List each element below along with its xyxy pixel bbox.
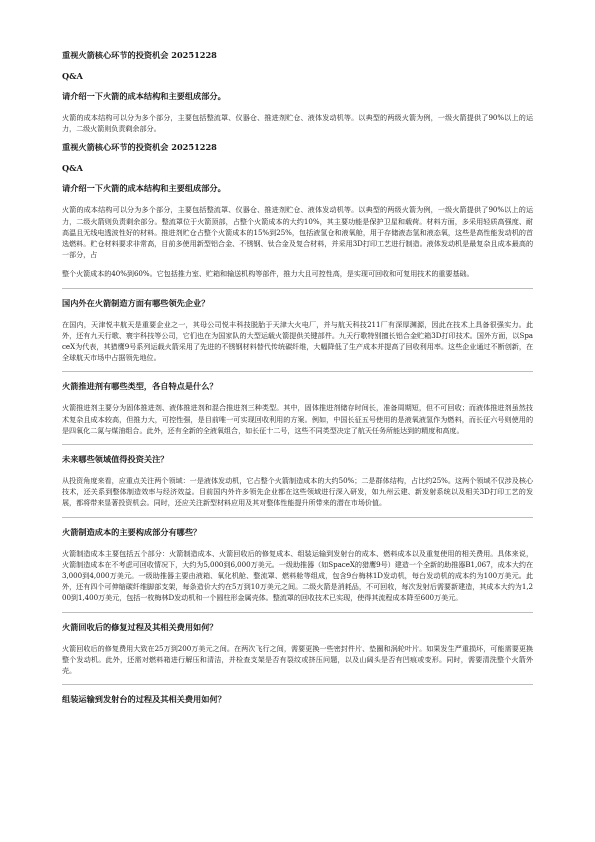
section-divider: [62, 288, 533, 289]
qa-label: Q&A: [62, 163, 83, 174]
section-heading: 请介绍一下火箭的成本结构和主要组成部分。: [62, 91, 226, 101]
paragraph: 火箭制造成本主要包括五个部分：火箭制造成本、火箭回收后的修复成本、组装运输到发射台的成本、燃料成本以及重复使用的相关费用。具体来说，火箭制造成本在不考虑可回收情况下，大约为5,000到6,000万美元。一级助推器（如SpaceX的猎鹰9号）建造一个全新的助推器B1,067，成本大约在3,000到4,000万美元。一级助推器主要由液箱、氧化机舱、整流罩、燃料舱等组成，包含9台梅林1D发动机，每台发动机的成本约为100万美元。此外，还有四个可伸缩碳纤维脚部支架，每条造价大约在5万到10万美元之间。二级火箭是消耗品，不可回收，每次发射后需要新建造，其成本大约为1,200到1,400万美元，包括一枚梅林D发动机和一个圆柱形金属壳体。整流罩的回收技术已实现，使得其流程成本降至600万美元。: [62, 548, 533, 603]
section-heading: 火箭回收后的修复过程及其相关费用如何？: [62, 621, 218, 632]
paragraph: 火箭推进剂主要分为固体推进剂、液体推进剂和混合推进剂三种类型。其中，固体推进剂储存时间长，准备周期短，但不可回收；而液体推进剂虽然技术复杂且成本较高，但推力大，可控性强，是目前唯一可实现回收利用的方案。例如，中国长征五号使用的是液氧液氢作为燃料，而长征六号则使用的是四氧化二氮与煤油组合。此外，还有全新的全液氧组合，如长征十二号，这些不同类型决定了航天任务所能达到的精度和高度。: [62, 403, 533, 435]
section-heading: 火箭制造成本的主要构成部分有哪些？: [62, 526, 202, 537]
section-heading: 未来哪些领域值得投资关注？: [62, 454, 169, 465]
paragraph: 火箭的成本结构可以分为多个部分，主要包括整流罩、仪器仓、推进剂贮仓、液体发动机等。以典型的两级火箭为例，一级火箭提供了90%以上的运力，二级火箭则负责剩余部分。: [62, 113, 533, 134]
section-divider: [62, 517, 533, 518]
section-divider: [62, 371, 533, 372]
document-title: 重视火箭核心环节的投资机会 20251228: [62, 142, 217, 153]
qa-label: Q&A: [62, 71, 83, 81]
paragraph: 在国内，天津悦丰航天是重要企业之一，其母公司悦丰科技脱胎于天津大火电厂，并与航天科技211厂有深厚渊源，因此在技术上具备很强实力。此外，还有九天行歌、寰宇科技等公司，它们也在为国家队的大型运载火箭提供关键部件。九天行歌特别擅长铝合金贮箱3D打印技术。国外方面，以SpaceX为代表，其猎鹰9号系列运载火箭采用了先进的不锈钢材料替代传统碳纤维，大幅降低了生产成本并提高了回收利用率。这些企业通过不断创新，在全球航天市场中占据领先地位。: [62, 319, 533, 363]
section-divider: [62, 684, 533, 685]
section-heading: 火箭推进剂有哪些类型，各自特点是什么？: [62, 381, 218, 392]
section-divider: [62, 612, 533, 613]
paragraph: 整个火箭成本的40%到60%。它包括推力室、贮箱和输送机构等部件，推力大且可控性高，是实现可回收和可复用技术的重要基础。: [62, 269, 474, 279]
section-divider: [62, 444, 533, 445]
section-heading: 组装运输到发射台的过程及其相关费用如何？: [62, 694, 226, 705]
paragraph: 从投资角度来看，应重点关注两个领域：一是液体发动机，它占整个火箭制造成本的大约50%；二是群体结构，占比约25%。这两个领域不仅涉及核心技术，还关系到整体制造效率与经济效益。目前国内外许多领先企业都在这些领域进行深入研发，如九州云建、新发射系统以及相关3D打印工艺的发展，都将带来显著投资机会。同时，还应关注新型材料应用及其对整体性能提升所带来的潜在市场价值。: [62, 476, 533, 508]
section-heading: 请介绍一下火箭的成本结构和主要组成部分。: [62, 183, 226, 194]
paragraph: 火箭回收后的修复费用大致在25万到200万美元之间。在两次飞行之间，需要更换一些密封件片、垫圈和涡轮叶片。如果发生严重损坏，可能需要更换整个发动机。此外，还需对燃料箱进行解压和清洁，并检查支架是否有裂纹或挤压问题，以及山阔头是否有凹痕或变形。同时，需要清洗整个火箭外壳。: [62, 643, 533, 676]
document-title: 重视火箭核心环节的投资机会 20251228: [62, 50, 217, 60]
paragraph: 火箭的成本结构可以分为多个部分，主要包括整流罩、仪器仓、推进剂贮仓、液体发动机等。以典型的两级火箭为例，一级火箭提供了90%以上的运力，二级火箭则负责剩余部分。整流罩位于火箭顶部，占整个火箭成本的大约10%，其主要功能是保护卫星和载荷。材料方面，多采用轻质高强度、耐高温且无线电透波性好的材料。推进剂贮仓占整个火箭成本的15%到25%，包括液氢仓和液氧舱，用于存储液态氢和液态氧，这些是高性能发动机的首选燃料。贮仓材料要求非常高，目前多使用新型铝合金、不锈钢、钛合金及复合材料，并采用3D打印工艺进行制造。液体发动机是最复杂且成本最高的一部分，占: [62, 205, 533, 260]
section-heading: 国内外在火箭制造方面有哪些领先企业？: [62, 297, 210, 308]
